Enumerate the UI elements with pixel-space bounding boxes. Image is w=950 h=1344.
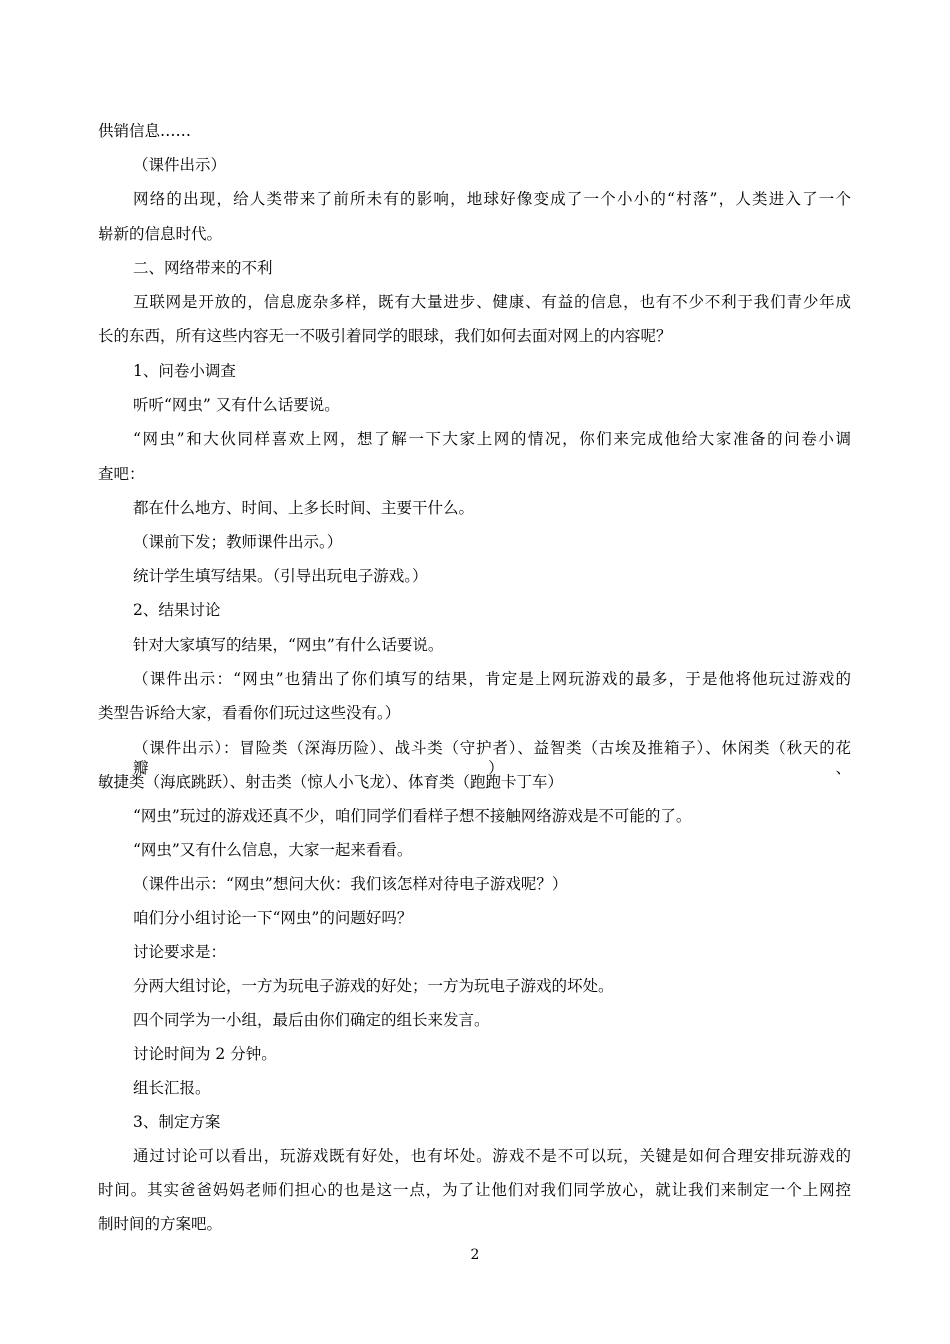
- text-line: 互联网是开放的，信息庞杂多样，既有大量进步、健康、有益的信息，也有不少不利于我们青少年成: [133, 293, 851, 311]
- subsection-heading: 3、制定方案: [133, 1113, 221, 1131]
- text-line: 听听“网虫” 又有什么话要说。: [133, 396, 340, 414]
- text-line: 通过讨论可以看出，玩游戏既有好处，也有坏处。游戏不是不可以玩，关键是如何合理安排玩游戏的: [133, 1147, 851, 1165]
- text-line: （课件出示）：冒险类（深海历险）、战斗类（守护者）、益智类（古埃及推箱子）、休闲类（秋天的花瓣）、: [133, 739, 851, 777]
- page-number: 2: [470, 1247, 480, 1263]
- text-line: 时间。其实爸爸妈妈老师们担心的也是这一点，为了让他们对我们同学放心，就让我们来制定一个上网控: [98, 1181, 851, 1199]
- text-line: 统计学生填写结果。（引导出玩电子游戏。）: [133, 567, 428, 585]
- text-line: 网络的出现，给人类带来了前所未有的影响，地球好像变成了一个小小的“村落”，人类进入了一个: [133, 190, 851, 208]
- text-line: “网虫”和大伙同样喜欢上网，想了解一下大家上网的情况，你们来完成他给大家准备的问卷小调: [133, 430, 851, 448]
- text-line: 敏捷类（海底跳跃）、射击类（惊人小飞龙）、体育类（跑跑卡丁车）: [98, 773, 564, 791]
- text-line: 分两大组讨论，一方为玩电子游戏的好处；一方为玩电子游戏的坏处。: [133, 977, 614, 995]
- text-line: 四个同学为一小组，最后由你们确定的组长来发言。: [133, 1011, 490, 1029]
- text-line: 都在什么地方、时间、上多长时间、主要干什么。: [133, 499, 475, 517]
- text-line: 讨论时间为 2 分钟。: [133, 1045, 277, 1063]
- text-line: 崭新的信息时代。: [98, 225, 223, 243]
- section-heading: 二、网络带来的不利: [133, 259, 273, 277]
- text-line: 讨论要求是：: [133, 943, 227, 961]
- text-line: 咱们分小组讨论一下“网虫”的问题好吗？: [133, 909, 413, 927]
- text-line: 组长汇报。: [133, 1079, 211, 1097]
- text-line: 长的东西，所有这些内容无一不吸引着同学的眼球，我们如何去面对网上的内容呢？: [98, 327, 672, 345]
- text-line: 查吧：: [98, 465, 145, 483]
- text-line: “网虫”玩过的游戏还真不少，咱们同学们看样子想不接触网络游戏是不可能的了。: [133, 807, 692, 825]
- text-line: 类型告诉给大家，看看你们玩过这些没有。）: [98, 704, 401, 722]
- text-line: 制时间的方案吧。: [98, 1215, 223, 1233]
- subsection-heading: 2、结果讨论: [133, 601, 221, 619]
- subsection-heading: 1、问卷小调查: [133, 362, 236, 380]
- text-line: （课前下发；教师课件出示。）: [133, 533, 343, 551]
- text-line: （课件出示：“网虫”想问大伙：我们该怎样对待电子游戏呢？）: [133, 875, 568, 893]
- text-line: 供销信息……: [98, 122, 192, 140]
- text-line: （课件出示）: [133, 156, 227, 174]
- text-line: “网虫”又有什么信息，大家一起来看看。: [133, 841, 413, 859]
- text-line: （课件出示：“网虫”也猜出了你们填写的结果，肯定是上网玩游戏的最多，于是他将他玩过游戏的: [133, 670, 851, 688]
- text-line: 针对大家填写的结果，“网虫”有什么话要说。: [133, 636, 444, 654]
